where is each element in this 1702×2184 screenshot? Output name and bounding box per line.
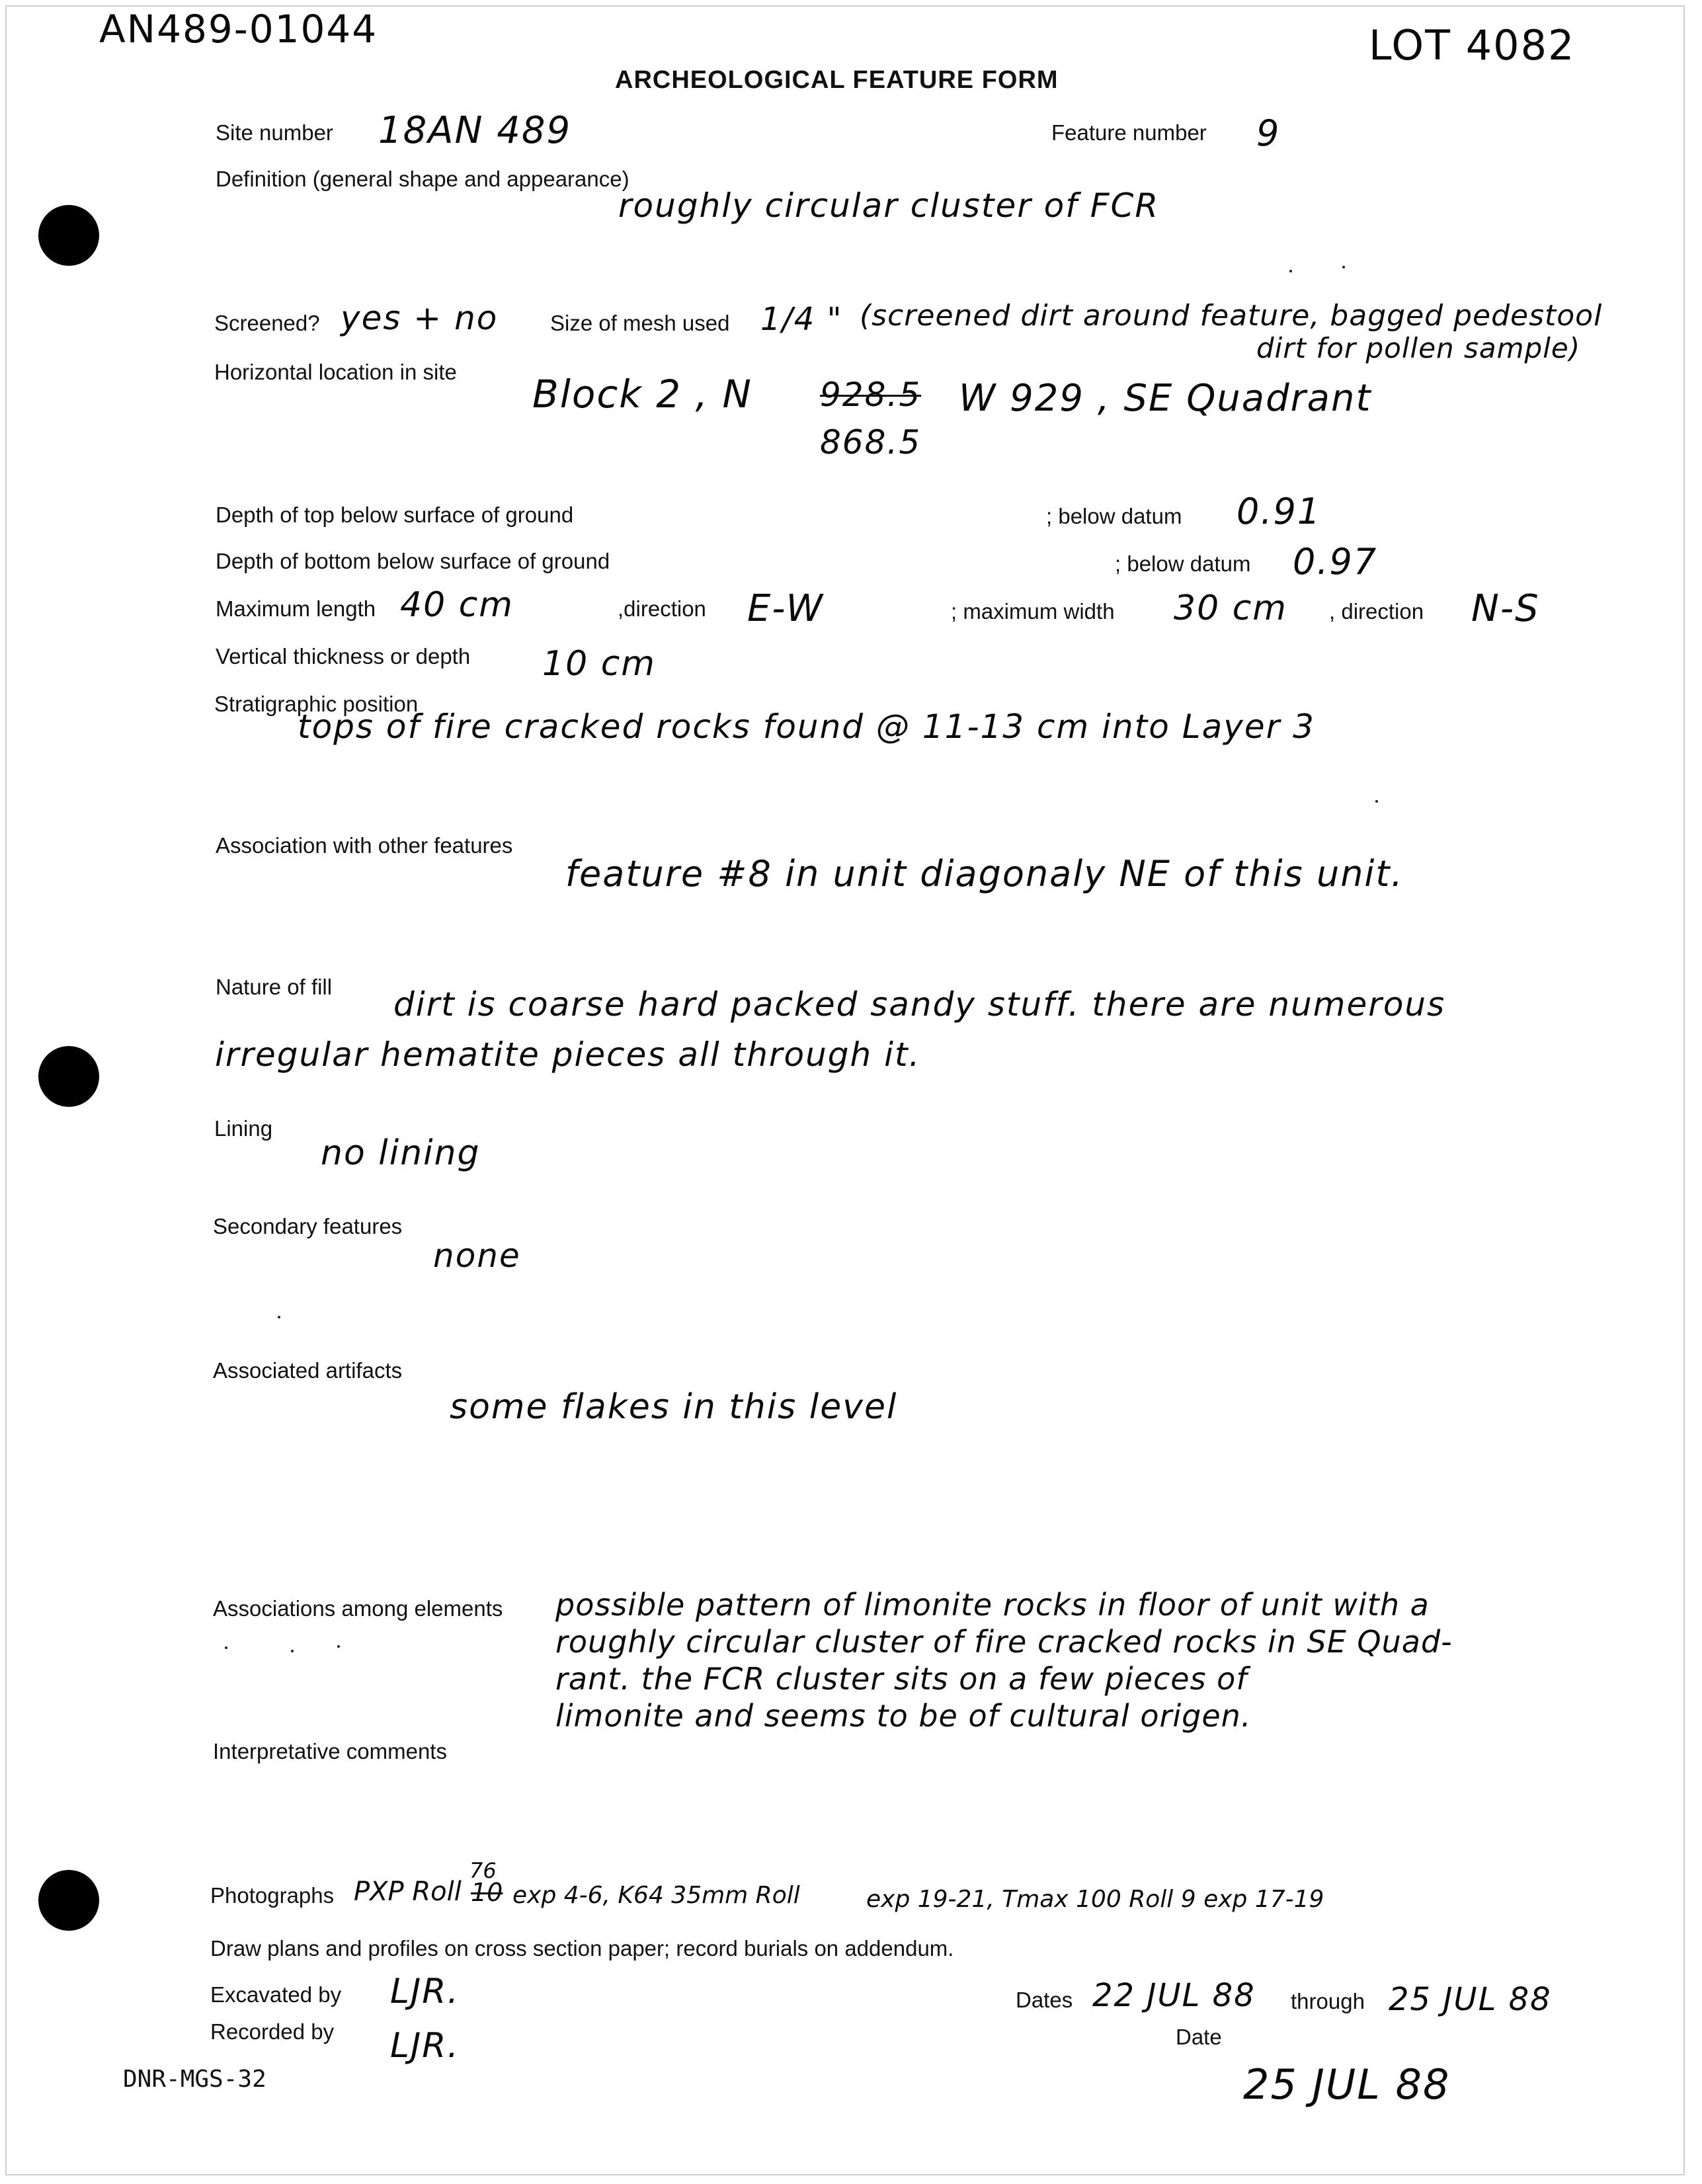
punch-hole-top [38,205,99,266]
vertical-thickness-label: Vertical thickness or depth [216,644,471,668]
associations-elements-line-1: possible pattern of limonite rocks in floor of unit with a [555,1587,1430,1623]
mesh-note-line-1: (screened dirt around feature, bagged pedestool [860,299,1603,333]
associations-elements-line-4: limonite and seems to be of cultural origen. [555,1698,1252,1734]
stray-mark [291,1650,294,1652]
date-from-value: 22 JUL 88 [1092,1977,1256,2014]
stratigraphic-position-label: Stratigraphic position [214,692,419,716]
depth-bottom-datum-label: ; below datum [1115,551,1251,576]
screened-label: Screened? [214,311,320,335]
definition-label: Definition (general shape and appearance) [216,167,629,191]
stratigraphic-position-value: tops of fire cracked rocks found @ 11-13 cm into Layer 3 [298,708,1315,746]
date-value: 25 JUL 88 [1243,2060,1451,2109]
photographs-roll-details-2: exp 19-21, Tmax 100 Roll 9 exp 17-19 [866,1886,1324,1913]
nature-of-fill-label: Nature of fill [216,975,333,999]
excavated-by-label: Excavated by [210,1982,342,2007]
punch-hole-middle [38,1046,99,1107]
form-title: ARCHEOLOGICAL FEATURE FORM [615,66,1059,94]
depth-top-label: Depth of top below surface of ground [216,503,574,527]
association-features-label: Association with other features [216,833,513,858]
stray-mark [225,1646,227,1649]
date-label: Date [1176,2025,1222,2049]
site-number-label: Site number [216,120,333,145]
stray-mark [1342,266,1345,268]
stray-mark [1289,270,1292,272]
dates-label: Dates [1016,1988,1073,2012]
secondary-features-value: none [433,1236,521,1275]
direction-width-value: N-S [1471,587,1540,630]
depth-top-datum-label: ; below datum [1046,504,1182,528]
form-code: DNR-MGS-32 [123,2066,266,2093]
horizontal-location-correction: 868.5 [820,423,922,462]
mesh-size-value: 1/4 " [760,301,843,338]
lining-label: Lining [214,1116,273,1141]
photographs-roll-details: exp 4-6, K64 35mm Roll [512,1882,800,1909]
screened-value: yes + no [341,299,499,337]
associated-artifacts-value: some flakes in this level [450,1387,898,1427]
definition-value: roughly circular cluster of FCR [618,186,1160,225]
site-number-value: 18AN 489 [378,109,572,152]
max-width-value: 30 cm [1174,588,1287,628]
stray-mark [1375,800,1378,803]
associated-artifacts-label: Associated artifacts [213,1358,403,1383]
stray-mark [337,1645,340,1648]
direction-length-value: E-W [747,587,824,630]
horizontal-location-west: W 929 , SE Quadrant [959,377,1372,420]
lining-value: no lining [321,1133,481,1173]
direction-label-length: ,direction [618,596,706,621]
instructions-text: Draw plans and profiles on cross section paper; record burials on addendum. [210,1936,954,1961]
associations-elements-line-3: rant. the FCR cluster sits on a few pieces of [555,1661,1248,1697]
feature-number-label: Feature number [1051,120,1207,145]
max-length-value: 40 cm [400,585,514,625]
through-label: through [1291,1989,1365,2013]
interpretative-comments-label: Interpretative comments [213,1739,447,1763]
max-length-label: Maximum length [216,596,376,621]
photographs-insert: 76 [469,1858,497,1883]
direction-label-width: , direction [1329,599,1424,624]
recorded-by-value: LJR. [390,2026,460,2066]
vertical-thickness-value: 10 cm [542,644,656,684]
stray-mark [278,1316,280,1318]
recorded-by-label: Recorded by [210,2019,335,2044]
max-width-label: ; maximum width [951,599,1115,624]
punch-hole-bottom [38,1870,99,1931]
depth-bottom-datum-value: 0.97 [1293,541,1378,583]
document-id-code: AN489-01044 [99,7,378,52]
depth-bottom-label: Depth of bottom below surface of ground [216,549,610,573]
horizontal-location-struck: 928.5 [820,376,922,414]
depth-top-datum-value: 0.91 [1236,491,1322,532]
associations-elements-line-2: roughly circular cluster of fire cracked rocks in SE Quad- [555,1624,1453,1660]
nature-of-fill-line-2: irregular hematite pieces all through it. [215,1035,921,1074]
date-to-value: 25 JUL 88 [1389,1981,1552,2018]
mesh-note-line-2: dirt for pollen sample) [1256,332,1581,364]
secondary-features-label: Secondary features [213,1214,403,1238]
photographs-struck: 10 [471,1878,503,1907]
photographs-label: Photographs [210,1883,335,1908]
associations-elements-label: Associations among elements [213,1596,503,1621]
nature-of-fill-line-1: dirt is coarse hard packed sandy stuff. there are numerous [393,985,1446,1024]
lot-number: LOT 4082 [1369,21,1576,69]
mesh-size-label: Size of mesh used [550,311,730,335]
horizontal-location-label: Horizontal location in site [214,360,457,384]
horizontal-location-block: Block 2 , N [532,372,752,417]
feature-number-value: 9 [1256,112,1281,154]
photographs-roll-prefix: PXP Roll [354,1877,462,1907]
association-features-value: feature #8 in unit diagonaly NE of this unit. [565,853,1404,895]
excavated-by-value: LJR. [390,1972,460,2011]
